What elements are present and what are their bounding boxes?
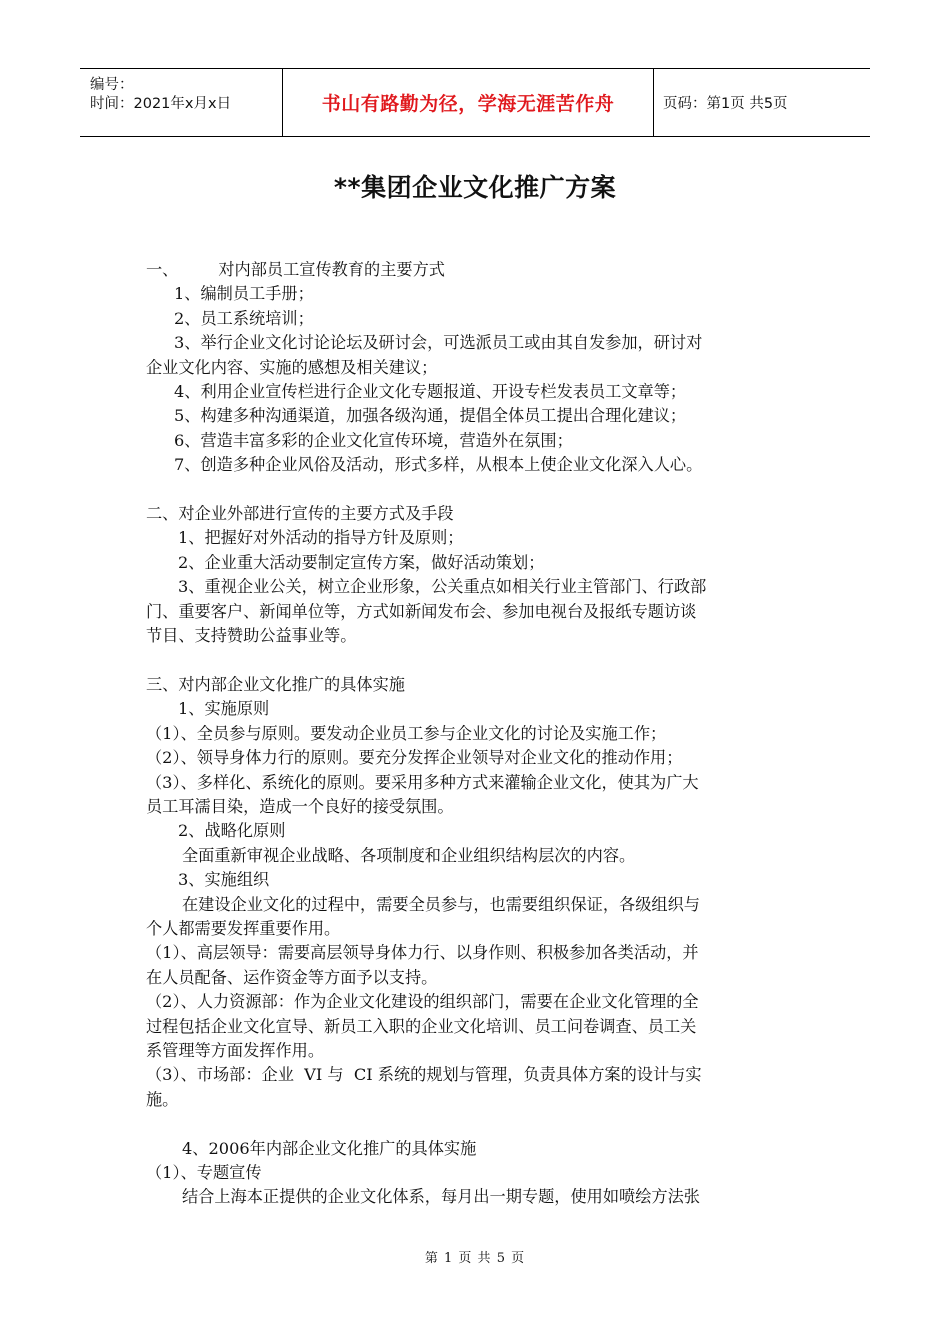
section-3-subheading: 1、实施原则 [178, 699, 270, 719]
document-header [80, 68, 870, 137]
section-3-subheading: 2、战略化原则 [178, 821, 286, 841]
section-3-item: （1）、专题宣传 [146, 1162, 262, 1182]
section-3-item: （1）、高层领导：需要高层领导身体力行、以身作则、积极参加各类活动，并 [146, 943, 699, 963]
section-3-text-cont: 个人都需要发挥重要作用。 [146, 918, 341, 938]
section-3-item: （3）、多样化、系统化的原则。要采用多种方式来灌输企业文化，使其为广大 [146, 772, 699, 792]
section-1-item: 1、编制员工手册； [174, 284, 314, 304]
section-3-item: （1）、全员参与原则。要发动企业员工参与企业文化的讨论及实施工作； [146, 723, 667, 743]
section-2-item: 3、重视企业公关，树立企业形象，公关重点如相关行业主管部门、行政部 [178, 577, 707, 597]
section-2-heading: 二、对企业外部进行宣传的主要方式及手段 [146, 504, 454, 524]
section-3-text: 在建设企业文化的过程中，需要全员参与，也需要组织保证，各级组织与 [182, 894, 700, 914]
section-3-item-cont: 在人员配备、运作资金等方面予以支持。 [146, 967, 438, 987]
document-title: **集团企业文化推广方案 [333, 173, 617, 202]
page-footer: 第 1 页 共 5 页 [424, 1251, 526, 1266]
header-meta-cell [80, 69, 282, 136]
section-1-number: 一、 [146, 260, 179, 279]
section-3-heading: 三、对内部企业文化推广的具体实施 [146, 674, 405, 694]
section-1-item: 3、举行企业文化讨论论坛及研讨会，可选派员工或由其自发参加，研讨对 [174, 333, 703, 353]
time-label: 时间：2021年x月x日 [90, 96, 232, 112]
section-2-item-cont: 节目、支持赞助公益事业等。 [146, 626, 357, 646]
section-3-item: （3）、市场部：企业 VI 与 CI 系统的规划与管理，负责具体方案的设计与实 [146, 1065, 702, 1085]
header-page-label: 页码：第1页 共5页 [663, 96, 788, 112]
section-3-item: （2）、领导身体力行的原则。要充分发挥企业领导对企业文化的推动作用； [146, 748, 683, 768]
section-2-item: 2、企业重大活动要制定宣传方案，做好活动策划； [178, 552, 545, 572]
section-1-heading [146, 258, 811, 282]
header-divider [653, 69, 654, 136]
header-motto: 书山有路勤为径，学海无涯苦作舟 [321, 93, 615, 115]
section-2-item-cont: 门、重要客户、新闻单位等，方式如新闻发布会、参加电视台及报纸专题访谈 [146, 601, 697, 621]
section-3-subheading: 4、2006年内部企业文化推广的具体实施 [182, 1138, 477, 1158]
section-3-item-cont: 员工耳濡目染，造成一个良好的接受氛围。 [146, 796, 454, 816]
section-1-item: 5、构建多种沟通渠道，加强各级沟通，提倡全体员工提出合理化建议； [174, 406, 687, 426]
section-1-item: 6、营造丰富多彩的企业文化宣传环境，营造外在氛围； [174, 430, 573, 450]
section-1-item: 7、创造多种企业风俗及活动，形式多样，从根本上使企业文化深入人心。 [174, 455, 703, 475]
section-3-text: 全面重新审视企业战略、各项制度和企业组织结构层次的内容。 [182, 845, 636, 865]
number-label: 编号： [90, 77, 134, 93]
section-3-subheading: 3、实施组织 [178, 870, 270, 890]
section-1-item: 4、利用企业宣传栏进行企业文化专题报道、开设专栏发表员工文章等； [174, 382, 687, 402]
section-3-item-cont: 施。 [146, 1089, 179, 1109]
section-3-text: 结合上海本正提供的企业文化体系，每月出一期专题，使用如喷绘方法张 [182, 1187, 700, 1207]
section-3-item: （2）、人力资源部：作为企业文化建设的组织部门，需要在企业文化管理的全 [146, 992, 699, 1012]
section-3-item-cont: 过程包括企业文化宣导、新员工入职的企业文化培训、员工问卷调查、员工关 [146, 1016, 697, 1036]
section-3-item-cont: 系管理等方面发挥作用。 [146, 1040, 325, 1060]
section-1-item-cont: 企业文化内容、实施的感想及相关建议； [146, 357, 438, 377]
document-body [146, 258, 811, 1210]
section-1-title: 对内部员工宣传教育的主要方式 [218, 260, 445, 279]
section-1-item: 2、员工系统培训； [174, 308, 314, 328]
section-2-item: 1、把握好对外活动的指导方针及原则； [178, 528, 464, 548]
